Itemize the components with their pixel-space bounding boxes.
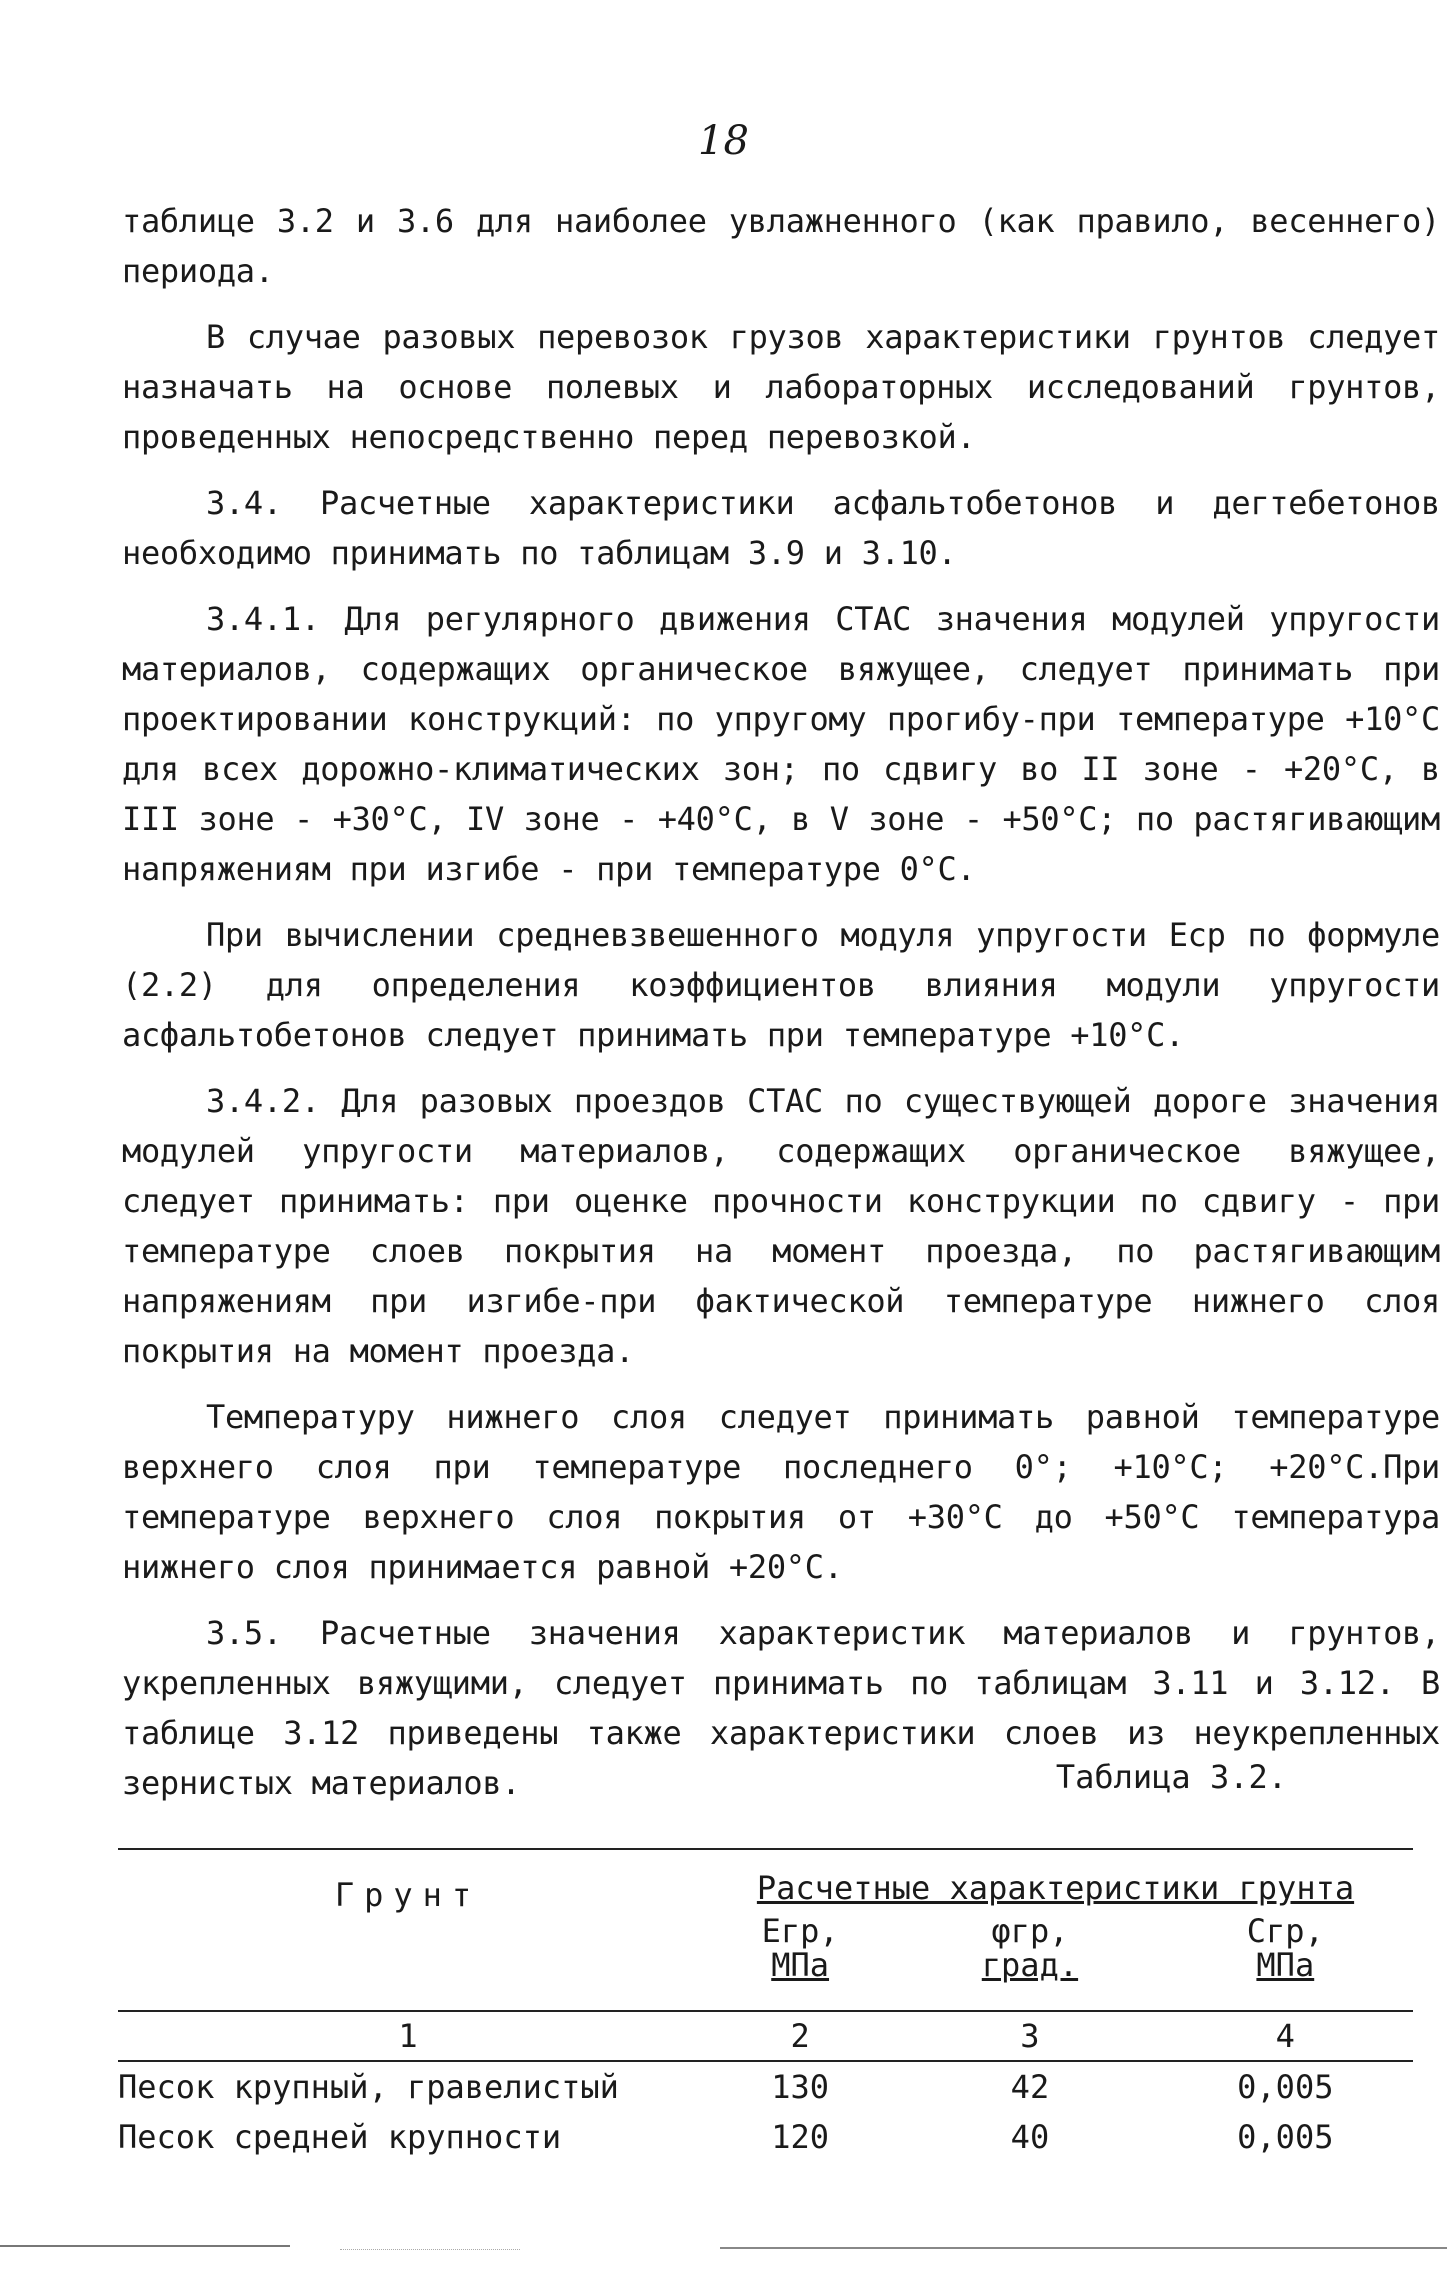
page-number: 18 [698,118,749,164]
paragraph-3-4: 3.4. Расчетные характеристики асфальтобетонов и дегтебетонов необходимо принимать по таблицам 3.9 и 3.10. [122,484,1440,572]
paragraph-lower-layer-temperature: Температуру нижнего слоя следует принимать равной температуре верхнего слоя при температуре последнего 0°; +10°С; +20°С.При температуре верхнего слоя покрытия от +30°С до +50°С температура нижнего слоя принимается равной +20°С. [122,1398,1440,1586]
column-number: 1 [118,2011,698,2061]
column-number: 2 [698,2011,902,2061]
paragraph-weighted-modulus: При вычислении средневзвешенного модуля упругости Eср по формуле (2.2) для определения коэффициентов влияния модули упругости асфальтобетонов следует принимать при температуре +10°С. [122,916,1440,1054]
modulus-unit: МПа [771,1946,830,1984]
column-number: 3 [902,2011,1157,2061]
cohesion-symbol: Cгр, [1246,1912,1324,1950]
divider [0,2245,290,2247]
table-row [118,2112,1413,2162]
friction-angle-symbol: φгр, [991,1912,1069,1950]
table-caption: Таблица 3.2. [1055,1758,1287,1796]
page-bottom-rules [0,2245,1447,2255]
column-group-header: Расчетные характеристики грунта [756,1869,1355,1907]
column-header-modulus [698,1914,902,2011]
paragraph-3-4-1: 3.4.1. Для регулярного движения СТАС значения модулей упругости материалов, содержащих органическое вяжущее, следует принимать при проектировании конструкций: по упругому прогибу-при температуре +10°С для всех дорожно-климатических зон; по сдвигу во II зоне - +20°С, в III зоне - +30°С, IV зоне - +40°С, в V зоне - +50°С; по растягивающим напряжениям при изгибе - при температуре 0°С. [122,600,1440,888]
friction-angle-value: 42 [1010,2068,1050,2106]
paragraph-one-time-transport: В случае разовых перевозок грузов характеристики грунтов следует назначать на основе полевых и лабораторных исследований грунтов, проведенных непосредственно перед перевозкой. [122,318,1440,456]
cohesion-value: 0,005 [1237,2068,1334,2106]
paragraph-continuation: таблице 3.2 и 3.6 для наиболее увлажненного (как правило, весеннего) периода. [122,202,1440,290]
column-header-cohesion [1158,1914,1413,2011]
paragraph-3-5: 3.5. Расчетные значения характеристик материалов и грунтов, укрепленных вяжущими, следует принимать по таблицам 3.11 и 3.12. В таблице 3.12 приведены также характеристики слоев из неукрепленных зернистых материалов. [122,1614,1440,1802]
modulus-value: 130 [771,2068,830,2106]
column-header-soil: Грунт [334,1876,482,1914]
table-row [118,2061,1413,2112]
cohesion-unit: МПа [1256,1946,1315,1984]
soil-characteristics-table [118,1848,1413,2162]
column-number: 4 [1158,2011,1413,2061]
cohesion-value: 0,005 [1237,2118,1334,2156]
soil-name: Песок крупный, гравелистый [118,2068,619,2106]
paragraph-3-4-2: 3.4.2. Для разовых проездов СТАС по существующей дороге значения модулей упругости материалов, содержащих органическое вяжущее, следует принимать: при оценке прочности конструкции по сдвигу - при температуре слоев покрытия на момент проезда, по растягивающим напряжениям при изгибе-при фактической температуре нижнего слоя покрытия на момент проезда. [122,1082,1440,1370]
modulus-value: 120 [771,2118,830,2156]
modulus-symbol: Eгр, [761,1912,839,1950]
column-number-row [118,2011,1413,2061]
friction-angle-value: 40 [1010,2118,1050,2156]
body-text [122,196,1440,1824]
friction-angle-unit: град. [981,1946,1079,1984]
soil-name: Песок средней крупности [118,2118,562,2156]
divider [340,2249,520,2250]
column-header-friction-angle [902,1914,1157,2011]
divider [720,2247,1447,2249]
